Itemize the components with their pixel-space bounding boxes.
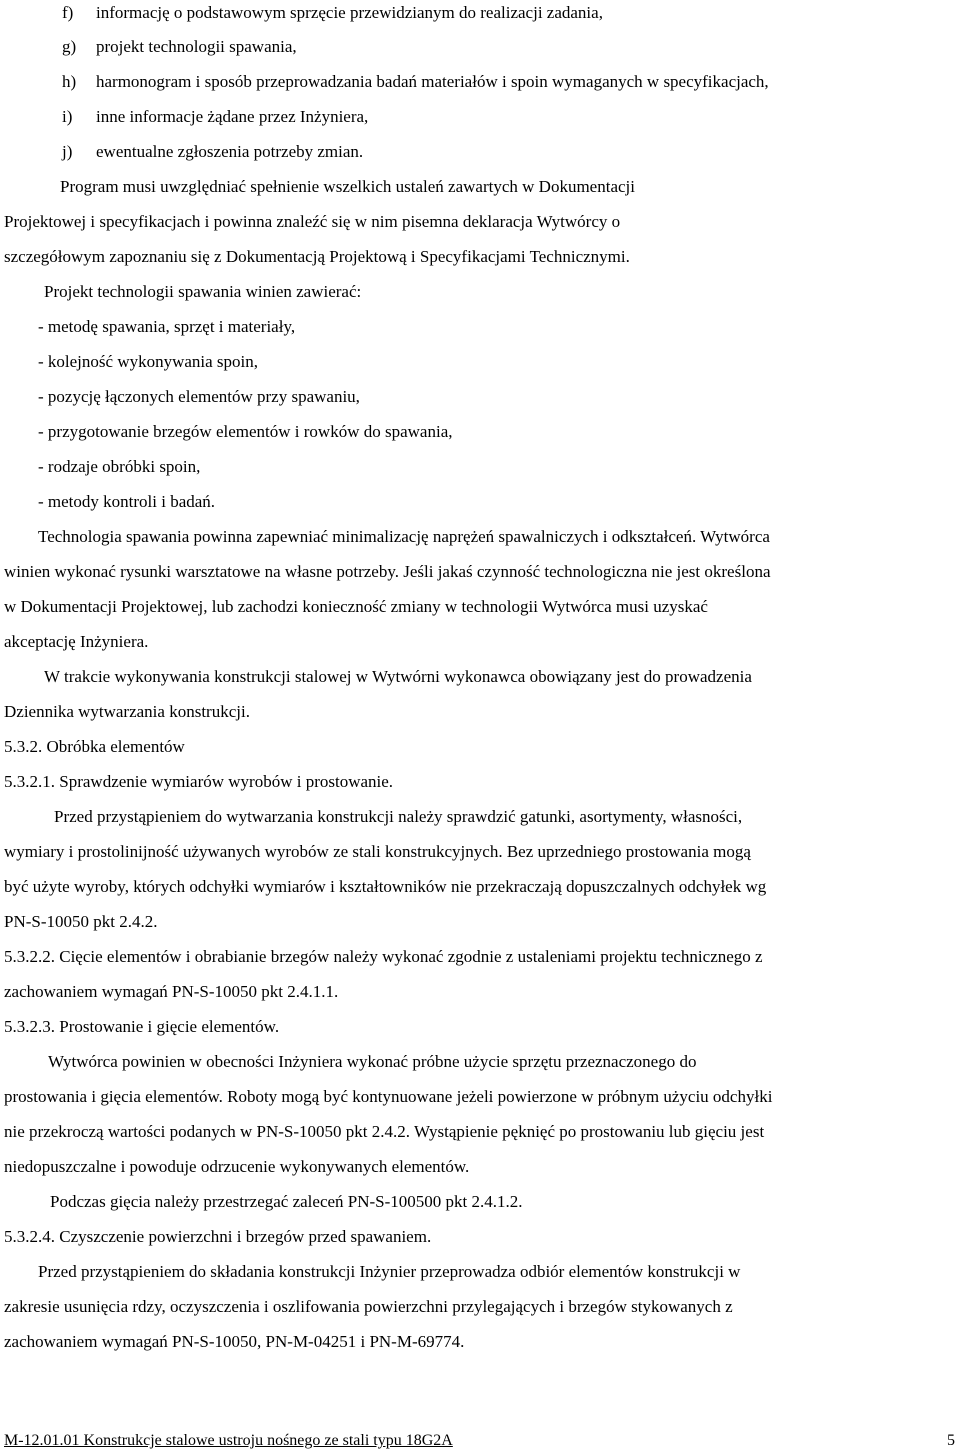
- bullet-line: - metodę spawania, sprzęt i materiały,: [38, 317, 296, 336]
- bullet-line: - metody kontroli i badań.: [38, 492, 216, 511]
- bullet-line: - przygotowanie brzegów elementów i rowków do spawania,: [38, 422, 453, 441]
- list-text: projekt technologii spawania,: [96, 37, 297, 56]
- paragraph-line: wymiary i prostolinijność używanych wyrobów ze stali konstrukcyjnych. Bez uprzedniego prostowania mogą: [4, 842, 751, 861]
- paragraph-line: w Dokumentacji Projektowej, lub zachodzi konieczność zmiany w technologii Wytwórca musi uzyskać: [4, 597, 708, 616]
- list-marker: h): [62, 72, 77, 91]
- paragraph-line: zachowaniem wymagań PN-S-10050, PN-M-04251 i PN-M-69774.: [4, 1332, 465, 1351]
- footer-doc-title: M-12.01.01 Konstrukcje stalowe ustroju nośnego ze stali typu 18G2A: [4, 1432, 453, 1449]
- paragraph-line: Podczas gięcia należy przestrzegać zaleceń PN-S-100500 pkt 2.4.1.2.: [50, 1192, 523, 1211]
- list-marker: i): [62, 107, 73, 126]
- paragraph-line: winien wykonać rysunki warsztatowe na własne potrzeby. Jeśli jakaś czynność technologiczna nie jest określona: [4, 562, 771, 581]
- footer-page-number: 5: [947, 1432, 955, 1449]
- subsection-heading: 5.3.2.2. Cięcie elementów i obrabianie brzegów należy wykonać zgodnie z ustaleniami projektu technicznego z: [4, 947, 763, 966]
- paragraph-line: zachowaniem wymagań PN-S-10050 pkt 2.4.1.1.: [4, 982, 339, 1001]
- bullet-line: - pozycję łączonych elementów przy spawaniu,: [38, 387, 360, 406]
- paragraph-line: niedopuszczalne i powoduje odrzucenie wykonywanych elementów.: [4, 1157, 470, 1176]
- paragraph-line: Dziennika wytwarzania konstrukcji.: [4, 702, 250, 721]
- paragraph-line: szczegółowym zapoznaniu się z Dokumentacją Projektową i Specyfikacjami Technicznymi.: [4, 247, 630, 266]
- paragraph-line: zakresie usunięcia rdzy, oczyszczenia i oszlifowania powierzchni przylegających i brzegów stykowanych z: [4, 1297, 733, 1316]
- paragraph-line: Program musi uwzględniać spełnienie wszelkich ustaleń zawartych w Dokumentacji: [60, 177, 635, 196]
- list-marker: f): [62, 3, 74, 22]
- list-text: ewentualne zgłoszenia potrzeby zmian.: [96, 142, 364, 161]
- subsection-heading: 5.3.2.4. Czyszczenie powierzchni i brzegów przed spawaniem.: [4, 1227, 432, 1246]
- list-text: inne informacje żądane przez Inżyniera,: [96, 107, 369, 126]
- bullet-line: - kolejność wykonywania spoin,: [38, 352, 259, 371]
- paragraph-line: nie przekroczą wartości podanych w PN-S-10050 pkt 2.4.2. Wystąpienie pęknięć po prostowaniu lub gięciu jest: [4, 1122, 765, 1141]
- list-marker: j): [62, 142, 73, 161]
- paragraph-line: Projekt technologii spawania winien zawierać:: [44, 282, 362, 301]
- subsection-heading: 5.3.2.1. Sprawdzenie wymiarów wyrobów i prostowanie.: [4, 772, 394, 791]
- list-text: harmonogram i sposób przeprowadzania badań materiałów i spoin wymaganych w specyfikacjach,: [96, 72, 769, 91]
- bullet-line: - rodzaje obróbki spoin,: [38, 457, 201, 476]
- section-heading: 5.3.2. Obróbka elementów: [4, 737, 185, 756]
- paragraph-line: Projektowej i specyfikacjach i powinna znaleźć się w nim pisemna deklaracja Wytwórcy o: [4, 212, 621, 231]
- paragraph-line: W trakcie wykonywania konstrukcji stalowej w Wytwórni wykonawca obowiązany jest do prowadzenia: [44, 667, 752, 686]
- paragraph-line: prostowania i gięcia elementów. Roboty mogą być kontynuowane jeżeli powierzone w próbnym użyciu odchyłki: [4, 1087, 773, 1106]
- list-marker: g): [62, 37, 77, 56]
- paragraph-line: Wytwórca powinien w obecności Inżyniera wykonać próbne użycie sprzętu przeznaczonego do: [48, 1052, 697, 1071]
- paragraph-line: być użyte wyroby, których odchyłki wymiarów i kształtowników nie przekraczają dopuszczalnych odchyłek wg: [4, 877, 767, 896]
- list-text: informację o podstawowym sprzęcie przewidzianym do realizacji zadania,: [96, 3, 603, 22]
- subsection-heading: 5.3.2.3. Prostowanie i gięcie elementów.: [4, 1017, 280, 1036]
- paragraph-line: PN-S-10050 pkt 2.4.2.: [4, 912, 158, 931]
- paragraph-line: Technologia spawania powinna zapewniać minimalizację naprężeń spawalniczych i odkształceń. Wytwórca: [38, 527, 770, 546]
- paragraph-line: akceptację Inżyniera.: [4, 632, 149, 651]
- paragraph-line: Przed przystąpieniem do składania konstrukcji Inżynier przeprowadza odbiór elementów konstrukcji w: [38, 1262, 741, 1281]
- paragraph-line: Przed przystąpieniem do wytwarzania konstrukcji należy sprawdzić gatunki, asortymenty, własności,: [54, 807, 743, 826]
